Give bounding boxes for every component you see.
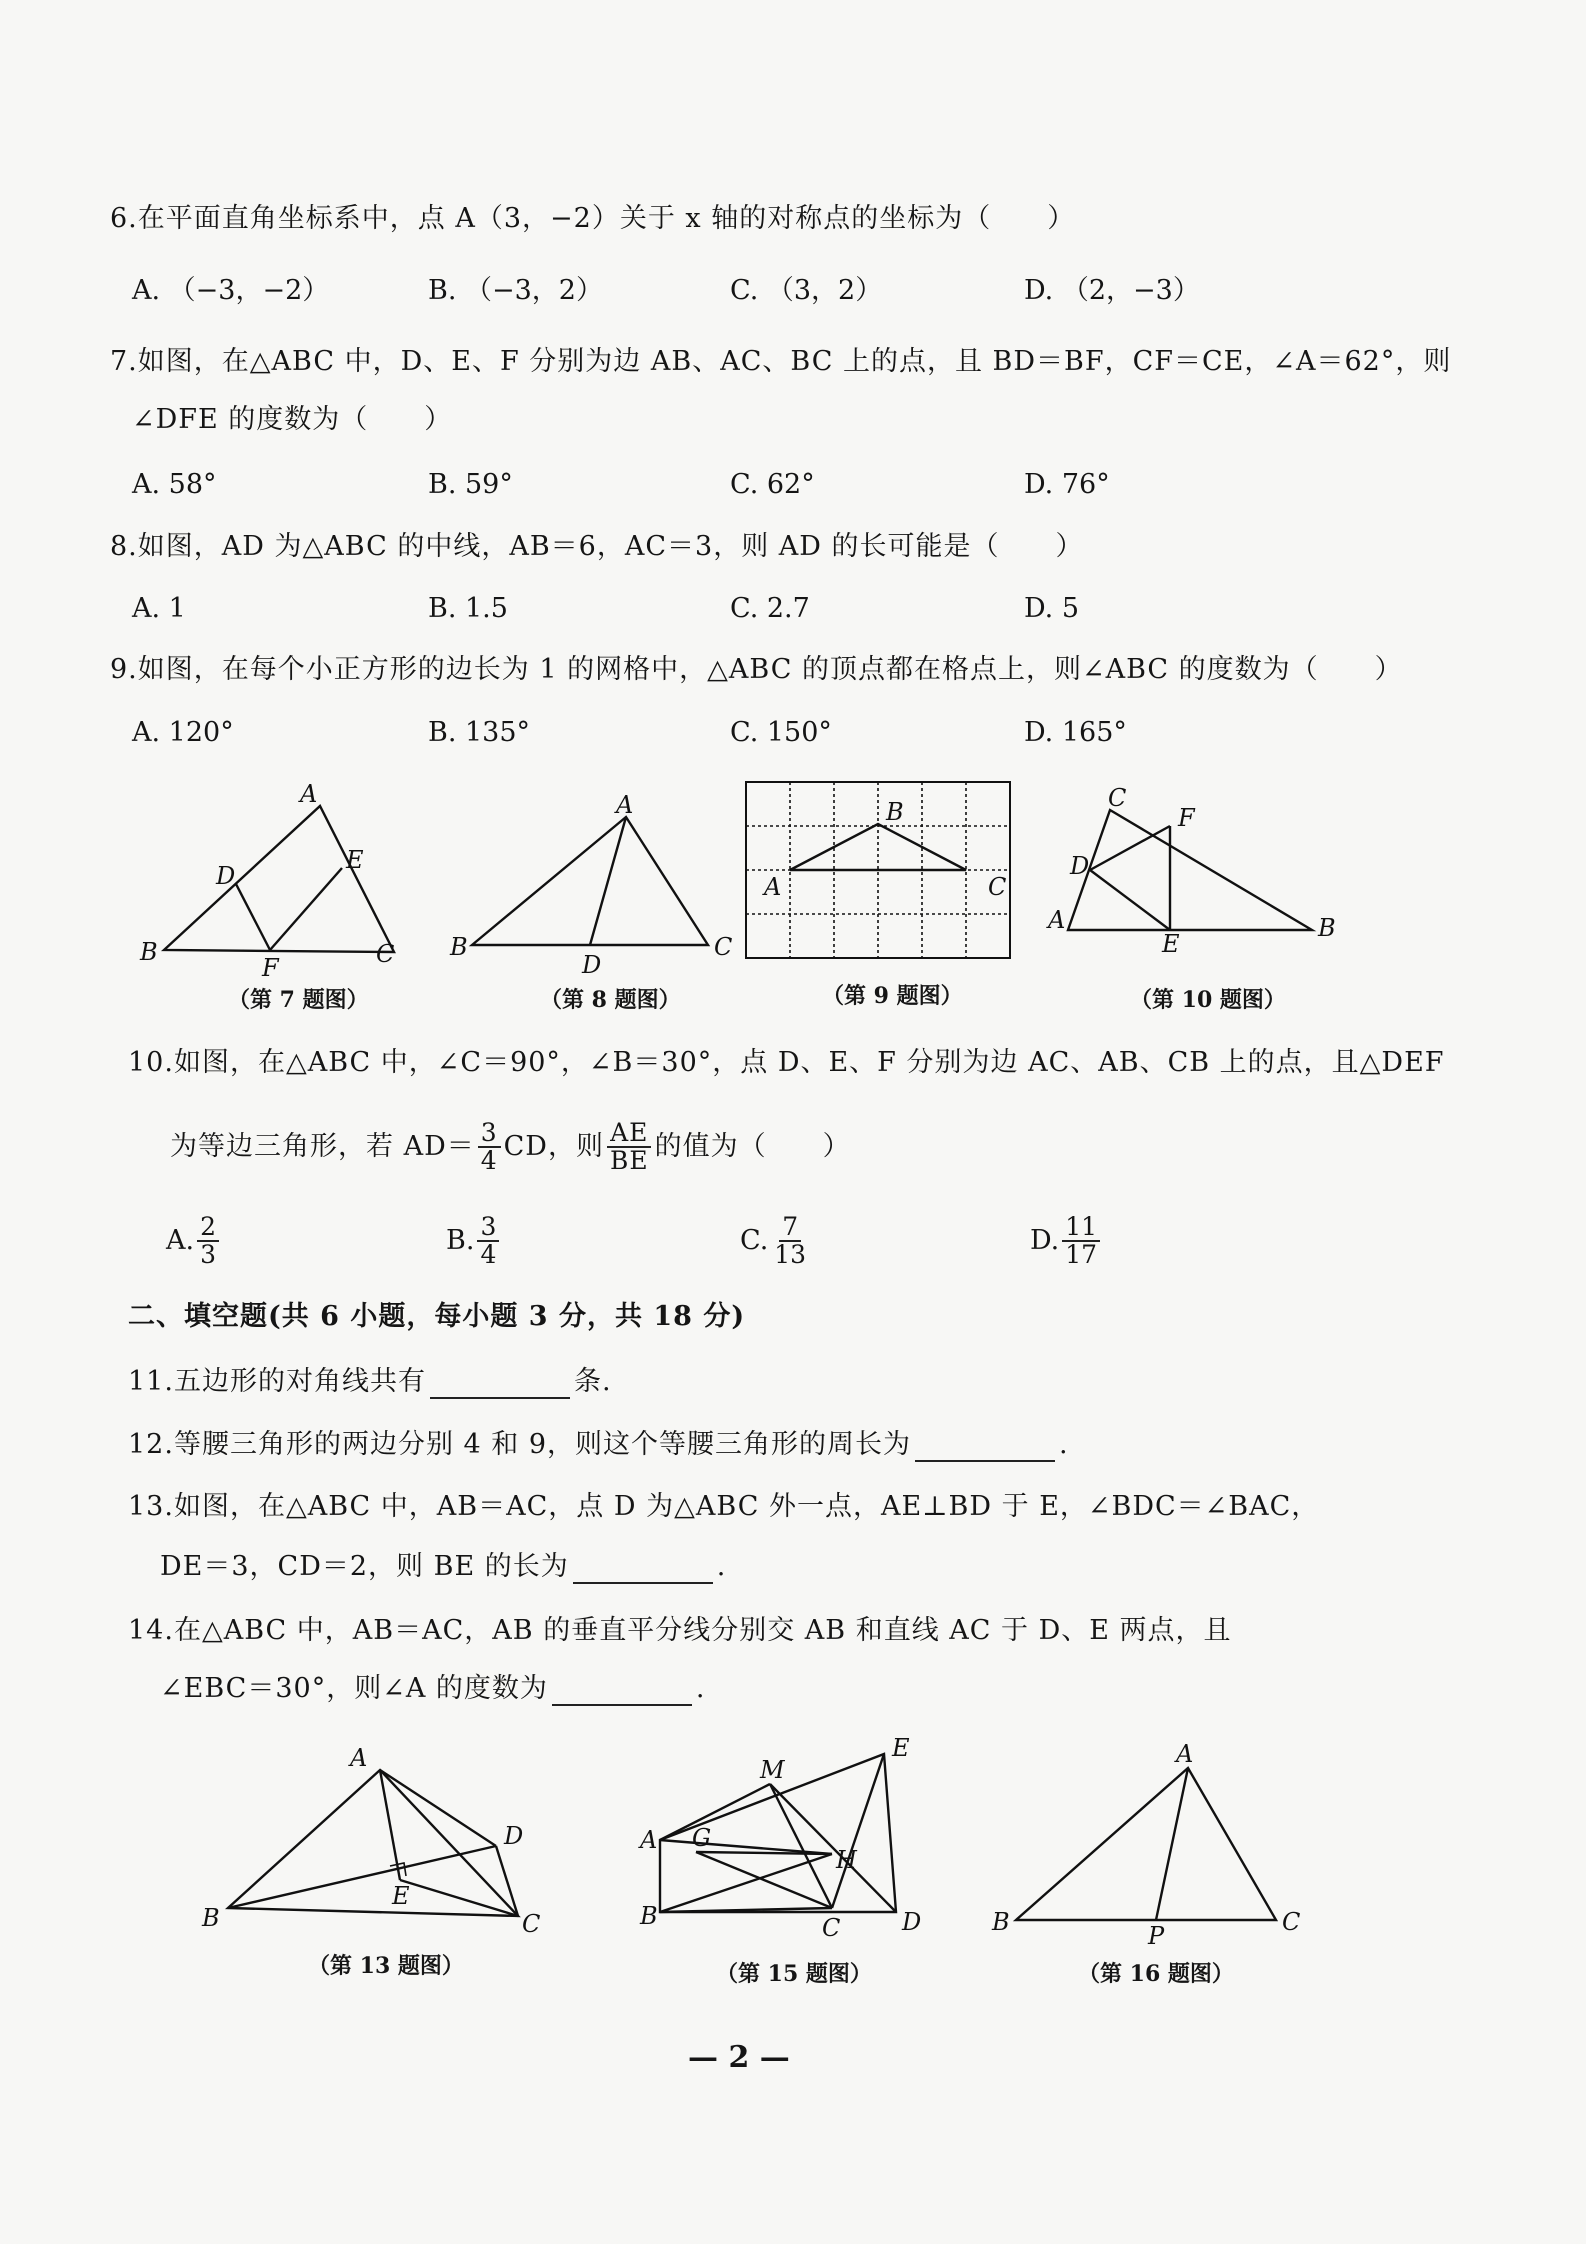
page-number: — 2 — xyxy=(688,2040,790,2075)
fig13-label-c: C xyxy=(522,1910,541,1938)
fig10-segment-ed xyxy=(1090,870,1170,930)
q6-option-c: C. （3，2） xyxy=(730,275,883,306)
q10-option-a xyxy=(166,1206,222,1276)
fig13-label-b: B xyxy=(202,1904,220,1932)
q10-text-a: 为等边三角形，若 AD＝ xyxy=(170,1131,475,1162)
figure-7 xyxy=(130,780,420,980)
figure-10-caption: （第 10 题图） xyxy=(1130,987,1286,1013)
q7-option-d: D. 76° xyxy=(1024,469,1110,500)
q10-frac2-denominator: BE xyxy=(609,1146,649,1175)
fig8-median-ad xyxy=(590,817,626,945)
q7-option-c: C. 62° xyxy=(730,469,815,500)
fig16-label-a: A xyxy=(1176,1740,1194,1768)
fig15-label-c: C xyxy=(822,1914,841,1942)
fig13-segment-ad xyxy=(380,1770,496,1846)
figure-10 xyxy=(1046,784,1346,960)
q10-option-b-letter: B. xyxy=(446,1225,475,1256)
figure-15 xyxy=(636,1734,936,1954)
fig16-label-b: B xyxy=(992,1908,1010,1936)
q13-text-b: . xyxy=(716,1551,727,1582)
q8-option-b: B. 1.5 xyxy=(428,593,508,624)
q12-text-b: . xyxy=(1059,1429,1069,1460)
fig9-label-c: C xyxy=(988,873,1007,901)
q10-text-b: CD，则 xyxy=(503,1131,604,1162)
q9-option-b: B. 135° xyxy=(428,717,531,748)
fig13-label-e: E xyxy=(392,1882,410,1910)
question-10-line1: 10.如图，在△ABC 中，∠C＝90°，∠B＝30°，点 D、E、F 分别为边 AC、AB、CB 上的点，且△DEF xyxy=(128,1047,1445,1078)
figure-8-caption: （第 8 题图） xyxy=(540,987,681,1013)
question-7-line2: ∠DFE 的度数为（ ） xyxy=(132,404,453,435)
question-13-line1: 13.如图，在△ABC 中，AB＝AC，点 D 为△ABC 外一点，AE⊥BD 于 E，∠BDC＝∠BAC， xyxy=(128,1491,1320,1522)
q10-option-a-den: 3 xyxy=(200,1240,216,1269)
q8-option-d: D. 5 xyxy=(1024,593,1080,624)
fig15-label-b: B xyxy=(640,1902,658,1930)
figure-7-caption: （第 7 题图） xyxy=(228,987,369,1013)
fig16-label-p: P xyxy=(1148,1922,1165,1950)
fig8-label-c: C xyxy=(714,933,733,961)
fig10-label-f: F xyxy=(1178,804,1195,832)
question-12 xyxy=(128,1428,1069,1462)
q10-fraction-ad-cd xyxy=(478,1120,501,1174)
fig13-label-a: A xyxy=(350,1744,368,1772)
question-8: 8.如图，AD 为△ABC 的中线，AB＝6，AC＝3，则 AD 的长可能是（ ） xyxy=(110,531,1084,562)
fig16-triangle-abc xyxy=(1016,1768,1276,1920)
fig7-label-d: D xyxy=(216,862,236,890)
fig15-label-m: M xyxy=(760,1756,785,1784)
q10-option-a-letter: A. xyxy=(166,1225,195,1256)
q10-frac1-numerator: 3 xyxy=(478,1120,501,1148)
q11-answer-blank[interactable] xyxy=(430,1371,570,1399)
q10-option-b xyxy=(446,1206,502,1276)
question-9: 9.如图，在每个小正方形的边长为 1 的网格中，△ABC 的顶点都在格点上，则∠ABC 的度数为（ ） xyxy=(110,654,1403,685)
fig9-label-a: A xyxy=(764,873,782,901)
fig10-label-b: B xyxy=(1318,914,1336,942)
figure-9 xyxy=(744,780,1014,960)
q10-option-d-letter: D. xyxy=(1030,1225,1060,1256)
fig8-label-d: D xyxy=(582,951,602,979)
q10-fraction-ae-be xyxy=(607,1120,652,1174)
q10-option-a-num: 2 xyxy=(197,1214,219,1242)
q6-option-b: B. （−3，2） xyxy=(428,275,603,306)
fig13-triangle-abc xyxy=(228,1770,518,1916)
fig15-label-g: G xyxy=(692,1824,712,1852)
figure-9-caption: （第 9 题图） xyxy=(822,983,963,1009)
fig7-label-c: C xyxy=(376,940,395,968)
q13-answer-blank[interactable] xyxy=(573,1556,713,1584)
question-6: 6.在平面直角坐标系中，点 A（3，−2）关于 x 轴的对称点的坐标为（ ） xyxy=(110,203,1076,234)
q10-text-c: 的值为（ ） xyxy=(654,1131,851,1162)
q10-option-c-den: 13 xyxy=(774,1240,807,1269)
figure-8 xyxy=(448,791,748,979)
fig13-segment-bd xyxy=(228,1846,496,1908)
q12-answer-blank[interactable] xyxy=(915,1434,1055,1462)
q11-text-b: 条. xyxy=(573,1366,612,1397)
q6-option-d: D. （2，−3） xyxy=(1024,275,1200,306)
q14-answer-blank[interactable] xyxy=(552,1678,692,1706)
question-7-line1: 7.如图，在△ABC 中，D、E、F 分别为边 AB、AC、BC 上的点，且 BD＝BF，CF＝CE，∠A＝62°，则 xyxy=(110,346,1452,377)
q10-option-b-num: 3 xyxy=(477,1214,499,1242)
q11-text-a: 11.五边形的对角线共有 xyxy=(128,1366,426,1397)
q10-frac1-denominator: 4 xyxy=(480,1146,498,1175)
q9-option-a: A. 120° xyxy=(132,717,234,748)
q8-option-a: A. 1 xyxy=(132,593,186,624)
fig15-segment-md xyxy=(770,1784,896,1912)
fig10-label-e: E xyxy=(1162,930,1180,958)
fig15-segment-am xyxy=(660,1784,770,1840)
figure-13 xyxy=(200,1744,560,1938)
q9-option-c: C. 150° xyxy=(730,717,832,748)
q10-option-c xyxy=(740,1206,812,1276)
fig8-triangle-abc xyxy=(472,817,708,945)
q7-option-a: A. 58° xyxy=(132,469,217,500)
fig15-segment-bh xyxy=(660,1854,832,1912)
fig7-segment-fe xyxy=(270,868,342,950)
fig15-segment-ce xyxy=(832,1754,884,1908)
fig7-label-b: B xyxy=(140,938,158,966)
figure-16 xyxy=(990,1740,1320,1950)
q8-option-c: C. 2.7 xyxy=(730,593,810,624)
q13-text-a: DE＝3，CD＝2，则 BE 的长为 xyxy=(160,1551,569,1582)
q10-frac2-numerator: AE xyxy=(607,1120,651,1148)
q10-option-d-den: 17 xyxy=(1065,1240,1098,1269)
fig7-label-f: F xyxy=(262,954,279,982)
fig7-label-e: E xyxy=(346,846,364,874)
q10-option-d xyxy=(1030,1206,1103,1276)
question-14-line1: 14.在△ABC 中，AB＝AC，AB 的垂直平分线分别交 AB 和直线 AC 于 D、E 两点，且 xyxy=(128,1615,1232,1646)
fig10-label-d: D xyxy=(1070,852,1090,880)
fig7-triangle-abc xyxy=(164,806,394,952)
q10-option-c-num: 7 xyxy=(779,1214,801,1242)
fig8-label-a: A xyxy=(616,791,634,819)
q7-option-b: B. 59° xyxy=(428,469,513,500)
fig7-segment-df xyxy=(236,884,270,950)
question-14-line2 xyxy=(160,1672,706,1706)
fig15-segment-mc xyxy=(770,1784,832,1908)
fig13-label-d: D xyxy=(504,1822,524,1850)
fig15-label-e: E xyxy=(892,1734,910,1762)
fig15-label-d: D xyxy=(902,1908,922,1936)
q12-text-a: 12.等腰三角形的两边分别 4 和 9，则这个等腰三角形的周长为 xyxy=(128,1429,912,1460)
question-10-line2 xyxy=(170,1112,851,1182)
fig8-label-b: B xyxy=(450,933,468,961)
question-11 xyxy=(128,1365,612,1399)
section-2-heading: 二、填空题(共 6 小题，每小题 3 分，共 18 分) xyxy=(128,1301,746,1332)
q6-option-a: A. （−3，−2） xyxy=(132,275,330,306)
q10-option-d-num: 11 xyxy=(1062,1214,1100,1242)
q14-text-b: . xyxy=(695,1673,706,1704)
fig7-label-a: A xyxy=(300,780,318,808)
q9-option-d: D. 165° xyxy=(1024,717,1127,748)
q10-option-c-letter: C. xyxy=(740,1225,769,1256)
q14-text-a: ∠EBC＝30°，则∠A 的度数为 xyxy=(160,1673,548,1704)
figure-13-caption: （第 13 题图） xyxy=(308,1953,464,1979)
fig9-label-b: B xyxy=(886,798,904,826)
fig15-label-h: H xyxy=(836,1846,857,1874)
figure-16-caption: （第 16 题图） xyxy=(1078,1961,1234,1987)
q10-option-b-den: 4 xyxy=(480,1240,497,1269)
fig16-label-c: C xyxy=(1282,1908,1301,1936)
fig10-label-a: A xyxy=(1048,906,1066,934)
figure-15-caption: （第 15 题图） xyxy=(716,1961,872,1987)
fig10-label-c: C xyxy=(1108,784,1127,812)
question-13-line2 xyxy=(160,1550,726,1584)
fig15-label-a: A xyxy=(640,1826,658,1854)
